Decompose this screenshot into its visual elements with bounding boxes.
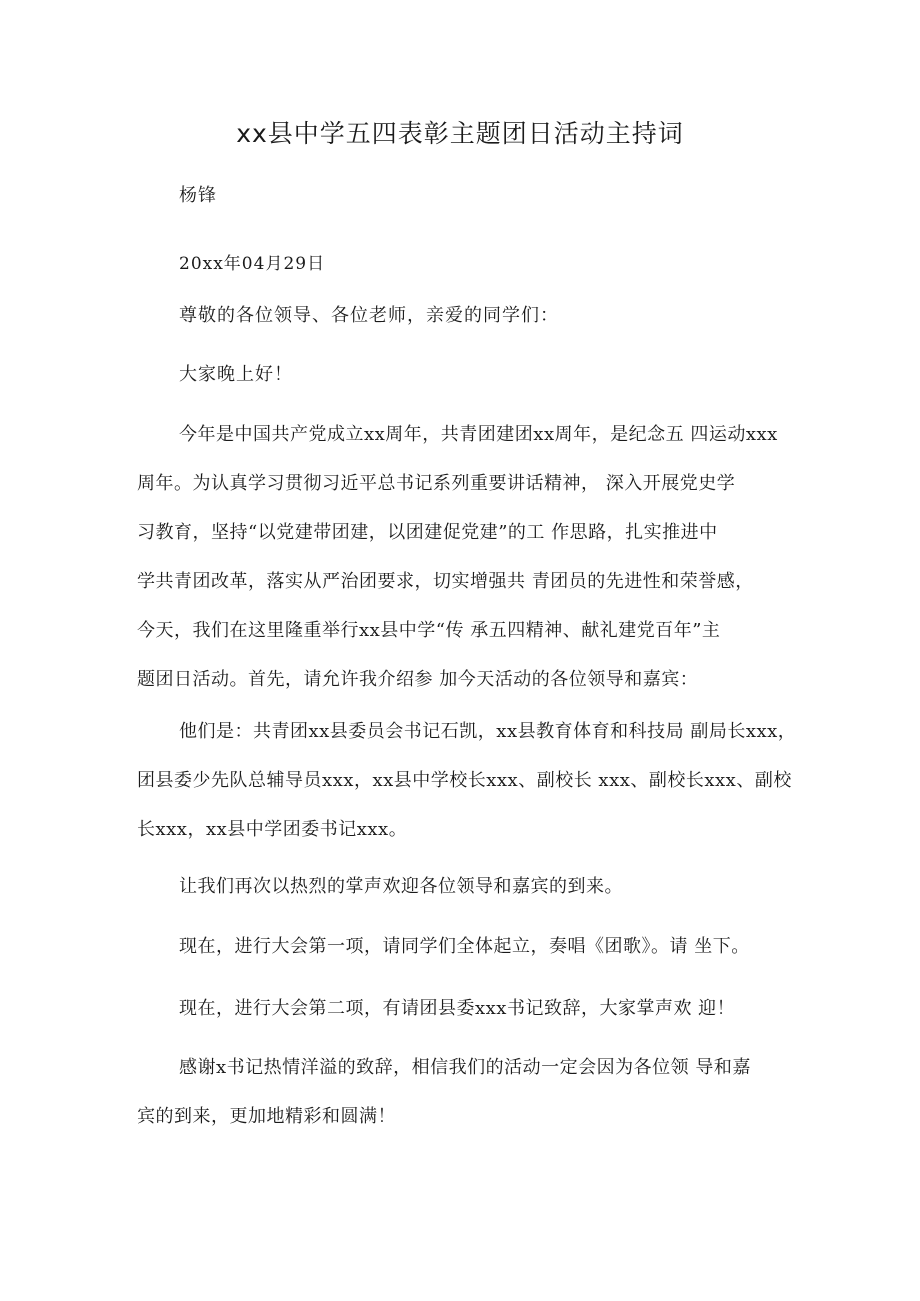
paragraph-item-one: 现在，进行大会第一项，请同学们全体起立，奏唱《团歌》。请 坐下。: [179, 936, 750, 957]
paragraph-thanks: [137, 1043, 797, 1141]
salutation: 尊敬的各位领导、各位老师，亲爱的同学们：: [179, 305, 559, 326]
paragraph-line: 题团日活动。首先，请允许我介绍参 加今天活动的各位领导和嘉宾：: [137, 669, 699, 690]
opening-greeting: 大家晚上好！: [179, 364, 293, 385]
document-date: 20xx年04月29日: [179, 254, 326, 274]
paragraph-guests: [137, 707, 797, 854]
document-title: xx县中学五四表彰主题团日活动主持词: [236, 119, 684, 148]
paragraph-line: 学共青团改革，落实从严治团要求，切实增强共 青团员的先进性和荣誉感，: [137, 571, 754, 592]
paragraph-line: 习教育，坚持“以党建带团建，以团建促党建”的工 作思路，扎实推进中: [137, 522, 718, 543]
paragraph-line: 今天，我们在这里隆重举行xx县中学“传 承五四精神、献礼建党百年”主: [137, 620, 721, 641]
paragraph-welcome: 让我们再次以热烈的掌声欢迎各位领导和嘉宾的到来。: [179, 876, 623, 897]
paragraph-line: 宾的到来，更加地精彩和圆满！: [137, 1106, 396, 1127]
paragraph-line: 团县委少先队总辅导员xxx，xx县中学校长xxx、副校长 xxx、副校长xxx、副校: [137, 770, 792, 791]
paragraph-line: 长xxx，xx县中学团委书记xxx。: [137, 819, 408, 840]
paragraph-line: 感谢x书记热情洋溢的致辞，相信我们的活动一定会因为各位领 导和嘉: [179, 1057, 751, 1078]
paragraph-introduction: [137, 410, 797, 704]
author-name: 杨锋: [179, 185, 217, 206]
paragraph-line: 周年。为认真学习贯彻习近平总书记系列重要讲话精神， 深入开展党史学: [137, 473, 736, 494]
paragraph-line: 他们是：共青团xx县委员会书记石凯，xx县教育体育和科技局 副局长xxx，: [179, 721, 797, 742]
paragraph-line: 今年是中国共产党成立xx周年，共青团建团xx周年，是纪念五 四运动xxx: [179, 424, 778, 445]
paragraph-item-two: 现在，进行大会第二项，有请团县委xxx书记致辞，大家掌声欢 迎！: [179, 998, 736, 1019]
